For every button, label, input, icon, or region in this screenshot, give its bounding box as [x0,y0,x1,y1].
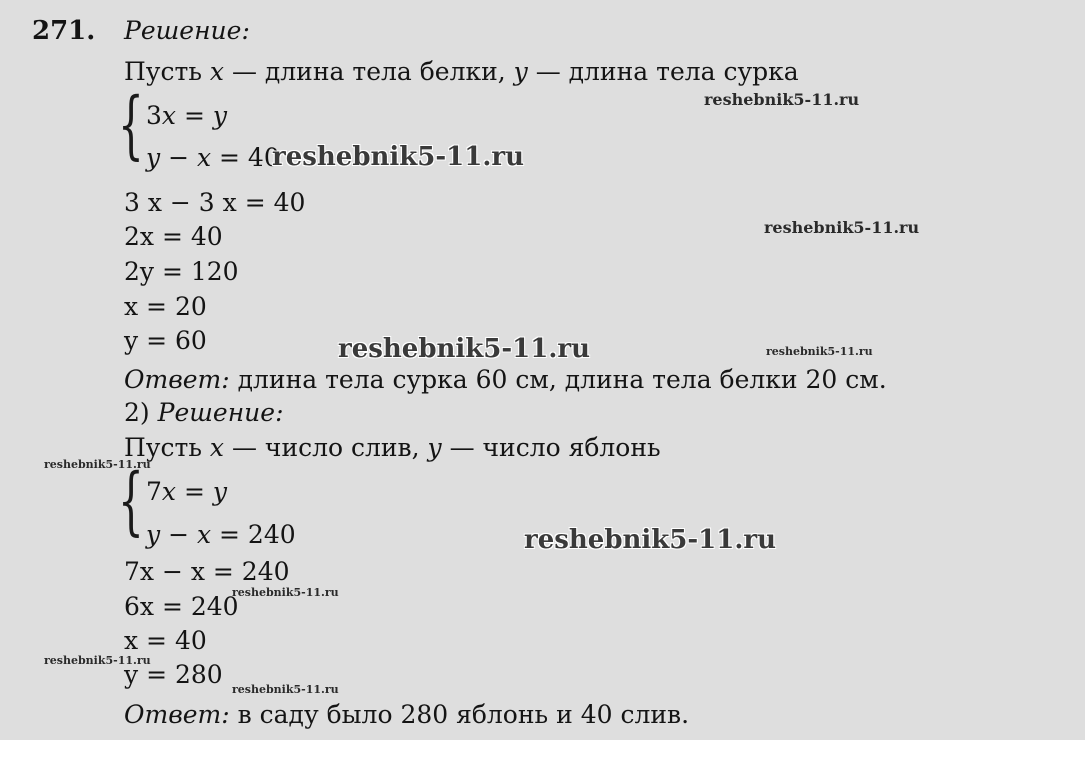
watermark: reshebnik5-11.ru [766,345,873,358]
part2-header: 2) Решение: [124,398,284,427]
step2-2: 6x = 240 [124,592,239,621]
step-5: y = 60 [124,326,207,355]
watermark: reshebnik5-11.ru [704,90,860,109]
answer-line-2: Ответ: в саду было 280 яблонь и 40 слив. [124,700,690,729]
system-brace-2: { [118,458,144,544]
problem-number: 271. [32,16,96,46]
watermark: reshebnik5-11.ru [44,458,151,471]
watermark: reshebnik5-11.ru [232,586,339,599]
step2-1: 7x − x = 240 [124,557,290,586]
system1-eq2: y − x = 40 [146,143,280,172]
step2-3: x = 40 [124,626,207,655]
system-brace-1: { [118,82,144,168]
system2-eq2: y − x = 240 [146,520,296,549]
step-1: 3 x − 3 x = 40 [124,188,306,217]
system1-eq1: 3x = y [146,101,227,130]
watermark: reshebnik5-11.ru [272,142,525,172]
step-2: 2x = 40 [124,222,223,251]
watermark: reshebnik5-11.ru [764,218,920,237]
system2-eq1: 7x = y [146,477,227,506]
intro-line-1: Пусть x — длина тела белки, y — длина тела сурка [124,57,799,86]
watermark: reshebnik5-11.ru [338,334,591,364]
intro-line-2: Пусть x — число слив, y — число яблонь [124,433,661,462]
watermark: reshebnik5-11.ru [524,525,777,555]
step-4: x = 20 [124,292,207,321]
step-3: 2y = 120 [124,257,239,286]
watermark: reshebnik5-11.ru [44,654,151,667]
step2-4: y = 280 [124,660,223,689]
answer-line-1: Ответ: длина тела сурка 60 см, длина тела белки 20 см. [124,365,887,394]
watermark: reshebnik5-11.ru [232,683,339,696]
solution-label: Решение: [124,16,250,45]
